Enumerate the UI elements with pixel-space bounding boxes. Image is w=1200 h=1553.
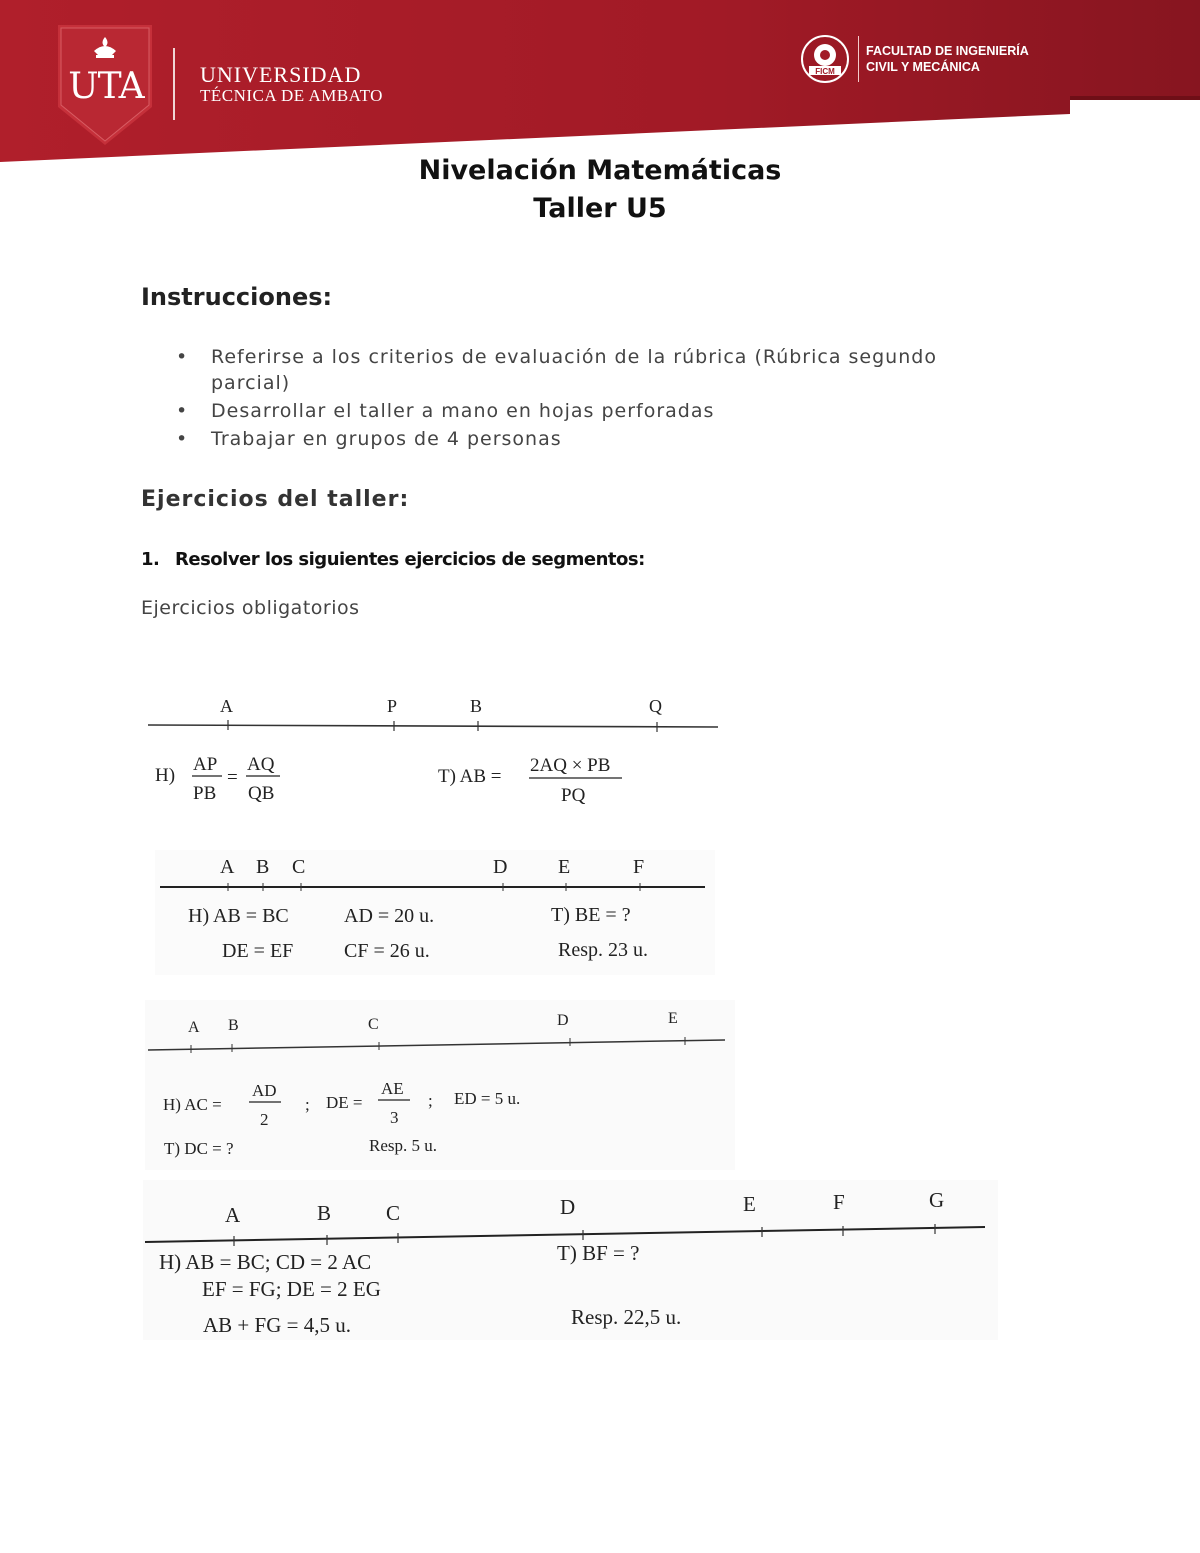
bullet-icon: • xyxy=(176,428,189,450)
fraction-denominator: PQ xyxy=(561,785,586,806)
point-label: D xyxy=(493,856,508,878)
question-text: Resolver los siguientes ejercicios de segmentos: xyxy=(175,549,645,570)
instruction-text: Trabajar en grupos de 4 personas xyxy=(211,428,562,450)
fraction-numerator: AD xyxy=(252,1081,277,1100)
instructions-heading: Instrucciones: xyxy=(141,283,333,311)
point-label: B xyxy=(470,696,483,716)
header-background xyxy=(0,0,1200,170)
point-label: A xyxy=(220,856,235,878)
ficm-logo-label: FICM xyxy=(815,67,835,76)
point-label: F xyxy=(833,1190,845,1214)
document-subtitle: Taller U5 xyxy=(533,193,667,224)
fraction-denominator: 3 xyxy=(390,1108,399,1127)
hypothesis-text: CF = 26 u. xyxy=(344,940,430,962)
university-name-line1: UNIVERSIDAD xyxy=(200,62,362,87)
point-label: A xyxy=(188,1019,200,1036)
separator: ; xyxy=(305,1095,310,1114)
exercise-1 xyxy=(140,690,740,815)
faculty-divider xyxy=(858,36,859,82)
point-label: C xyxy=(368,1016,379,1033)
point-label: C xyxy=(292,856,306,878)
point-label: A xyxy=(225,1203,241,1227)
fraction-numerator: 2AQ × PB xyxy=(530,755,611,776)
exercise-3 xyxy=(145,1000,735,1170)
point-label: B xyxy=(256,856,270,878)
list-item xyxy=(141,398,1021,424)
point-label: A xyxy=(220,696,233,716)
bullet-icon: • xyxy=(176,400,189,422)
point-label: B xyxy=(228,1017,239,1034)
document-title: Nivelación Matemáticas xyxy=(418,155,782,186)
point-label: P xyxy=(387,696,398,716)
point-label: E xyxy=(668,1010,678,1027)
instructions-list xyxy=(141,344,1021,454)
bullet-icon: • xyxy=(176,346,189,368)
fraction-numerator: AQ xyxy=(247,754,275,775)
hypothesis-text: DE = EF xyxy=(222,940,294,962)
hypothesis-text: EF = FG; DE = 2 EG xyxy=(202,1277,381,1301)
fraction-numerator: AE xyxy=(381,1079,404,1098)
uta-logo-text: UTA xyxy=(68,66,144,107)
ficm-logo-icon xyxy=(800,34,850,84)
hypothesis-text: AD = 20 u. xyxy=(344,905,435,927)
thesis-label: T) AB = xyxy=(438,766,502,787)
point-label: Q xyxy=(649,696,662,716)
exercise-2 xyxy=(155,850,715,975)
point-label: E xyxy=(743,1192,756,1216)
fraction-numerator: AP xyxy=(193,754,218,775)
answer-text: Resp. 5 u. xyxy=(369,1136,437,1155)
point-label: F xyxy=(633,856,645,878)
hypothesis-text: H) AB = BC; CD = 2 AC xyxy=(159,1250,372,1274)
faculty-name-line1: FACULTAD DE INGENIERÍA xyxy=(866,44,1029,58)
fraction-denominator: QB xyxy=(248,783,275,804)
point-label: C xyxy=(386,1201,401,1225)
thesis-text: T) BF = ? xyxy=(557,1241,640,1265)
instruction-text: Desarrollar el taller a mano en hojas perforadas xyxy=(211,400,715,422)
segment-line xyxy=(148,725,718,727)
faculty-name-line2: CIVIL Y MECÁNICA xyxy=(866,60,980,74)
hypothesis-text: ED = 5 u. xyxy=(454,1089,521,1108)
exercise-4 xyxy=(143,1180,998,1340)
header-divider xyxy=(173,48,175,120)
hypothesis-label: DE = xyxy=(326,1093,363,1112)
point-label: D xyxy=(560,1195,576,1219)
thesis-text: T) BE = ? xyxy=(551,904,631,926)
hypothesis-text: H) AB = BC xyxy=(188,905,289,927)
fraction-denominator: PB xyxy=(193,783,217,804)
fraction-denominator: 2 xyxy=(260,1110,269,1129)
header-band xyxy=(0,0,1200,170)
separator: ; xyxy=(428,1091,433,1110)
point-label: G xyxy=(929,1188,945,1212)
hypothesis-label: H) AC = xyxy=(163,1095,222,1114)
answer-text: Resp. 23 u. xyxy=(558,939,648,961)
hypothesis-label: H) xyxy=(155,765,176,786)
point-label: E xyxy=(558,856,571,878)
equals-sign: = xyxy=(227,767,238,788)
question-number: 1. xyxy=(141,549,160,570)
question-1 xyxy=(141,549,645,570)
answer-text: Resp. 22,5 u. xyxy=(571,1305,682,1329)
exercises-heading: Ejercicios del taller: xyxy=(141,487,410,512)
point-label: D xyxy=(557,1012,569,1029)
university-name-line2: TÉCNICA DE AMBATO xyxy=(200,86,383,105)
list-item xyxy=(141,426,1021,452)
instruction-text: Referirse a los criterios de evaluación de la rúbrica (Rúbrica segundo parcial) xyxy=(211,346,937,394)
list-item xyxy=(141,344,1021,396)
mandatory-label: Ejercicios obligatorios xyxy=(141,597,360,619)
thesis-text: T) DC = ? xyxy=(164,1139,234,1158)
point-label: B xyxy=(317,1201,332,1225)
hypothesis-text: AB + FG = 4,5 u. xyxy=(203,1313,351,1337)
